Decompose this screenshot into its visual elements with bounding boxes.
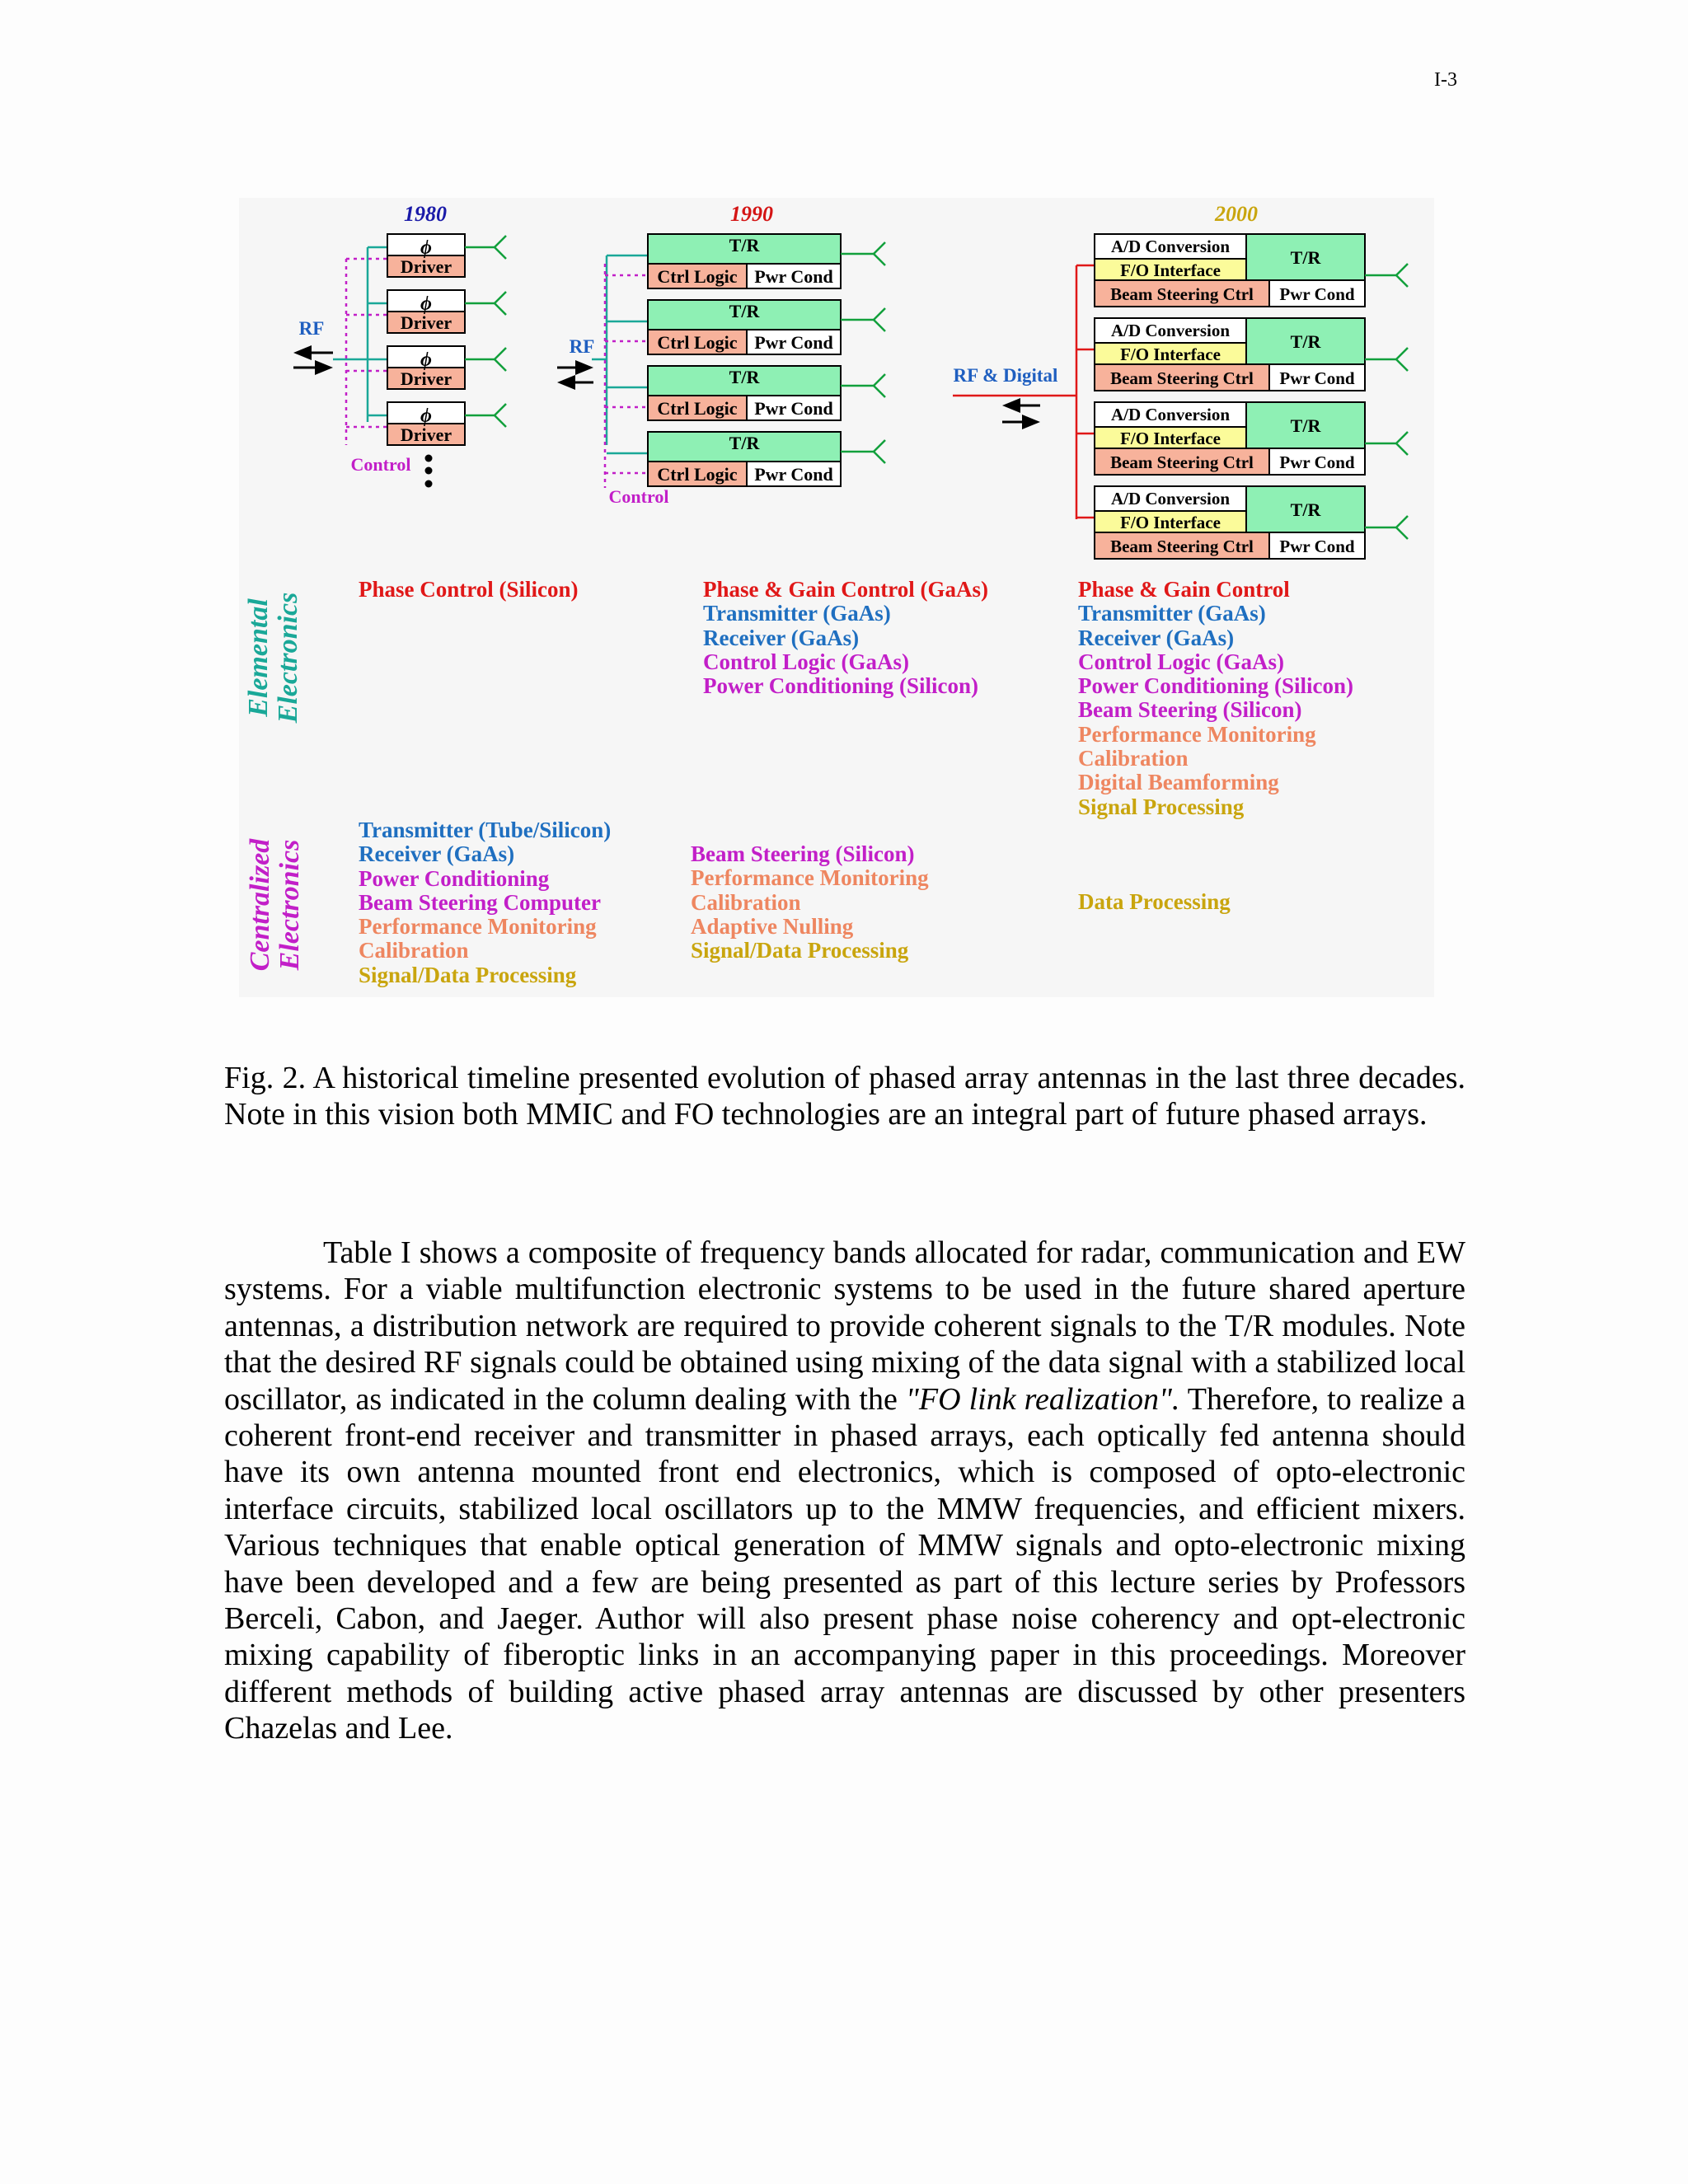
tr-module-label: T/R [1290, 247, 1321, 268]
list-item: Transmitter (GaAs) [703, 601, 891, 626]
elemental-label-line1: Elemental [243, 598, 274, 717]
list-item: Receiver (GaAs) [359, 841, 515, 867]
list-item: Receiver (GaAs) [703, 625, 860, 650]
ad-conversion-label: A/D Conversion [1110, 237, 1231, 256]
list-item: Signal/Data Processing [691, 938, 909, 963]
list-item: Calibration [1078, 746, 1189, 771]
body-paragraph [224, 1235, 1465, 1747]
driver-label: Driver [400, 368, 452, 389]
driver-label: Driver [400, 312, 452, 333]
year-2000: 2000 [1215, 202, 1258, 226]
list-item: Phase & Gain Control [1078, 577, 1290, 602]
elemental-electronics-label [244, 592, 303, 724]
elemental-list-1990 [703, 578, 988, 698]
body-text-italic: "FO link realization". [905, 1381, 1180, 1417]
list-item: Beam Steering Computer [359, 889, 601, 915]
elemental-list-1980 [359, 578, 579, 602]
beam-steering-ctrl-label: Beam Steering Ctrl [1110, 368, 1254, 388]
fo-interface-label: F/O Interface [1120, 344, 1221, 364]
fo-interface-label: F/O Interface [1120, 513, 1221, 532]
driver-label: Driver [400, 424, 452, 445]
list-item: Adaptive Nulling [691, 913, 854, 939]
ctrl-logic-label: Ctrl Logic [657, 332, 738, 353]
list-item: Calibration [691, 889, 801, 915]
list-item: Transmitter (GaAs) [1078, 601, 1266, 626]
pwr-cond-label: Pwr Cond [1279, 537, 1355, 556]
ctrl-logic-label: Ctrl Logic [657, 266, 738, 287]
list-item: Data Processing [1078, 889, 1231, 914]
list-item: Receiver (GaAs) [1078, 625, 1235, 650]
tr-module-label: T/R [729, 235, 760, 255]
ad-conversion-label: A/D Conversion [1110, 405, 1231, 424]
pwr-cond-label: Pwr Cond [754, 398, 833, 419]
list-item: Phase Control (Silicon) [359, 577, 579, 602]
pwr-cond-label: Pwr Cond [1279, 452, 1355, 472]
beam-steering-ctrl-label: Beam Steering Ctrl [1110, 537, 1254, 556]
beam-steering-ctrl-label: Beam Steering Ctrl [1110, 452, 1254, 472]
rf-digital-label: RF & Digital [953, 365, 1058, 386]
control-label-1980: Control [350, 454, 411, 475]
list-item: Beam Steering (Silicon) [691, 841, 915, 866]
list-item: Performance Monitoring [359, 914, 597, 940]
control-label-1990: Control [608, 486, 669, 507]
figure-caption: Fig. 2. A historical timeline presented evolution of phased array antennas in the last three decades. Note in this vision both MMIC and FO technologies are an integral part of future phased arrays. [224, 1061, 1465, 1132]
list-item: Control Logic (GaAs) [703, 649, 909, 674]
list-item: Digital Beamforming [1078, 770, 1279, 795]
list-item: Performance Monitoring [1078, 721, 1316, 747]
year-1980: 1980 [404, 202, 447, 226]
list-item: Power Conditioning [359, 865, 550, 891]
figure-phased-array-timeline [0, 0, 1688, 1005]
pwr-cond-label: Pwr Cond [754, 266, 833, 287]
fo-interface-label: F/O Interface [1120, 260, 1221, 280]
list-item: Signal/Data Processing [359, 962, 577, 987]
centralized-list-2000 [1078, 890, 1231, 914]
list-item: Transmitter (Tube/Silicon) [359, 818, 612, 842]
centralized-label-line1: Centralized [245, 838, 275, 972]
phase-shifter-symbol: ϕ [420, 237, 432, 259]
more-elements-ellipsis [425, 455, 433, 488]
tr-module-label: T/R [729, 433, 760, 453]
list-item: Power Conditioning (Silicon) [703, 673, 979, 699]
centralized-electronics-label [246, 832, 305, 977]
centralized-list-1980 [359, 818, 611, 987]
fo-interface-label: F/O Interface [1120, 429, 1221, 448]
list-item: Control Logic (GaAs) [1078, 649, 1284, 674]
tr-module-label: T/R [1290, 499, 1321, 520]
pwr-cond-label: Pwr Cond [1279, 284, 1355, 304]
list-item: Signal Processing [1078, 794, 1245, 819]
list-item: Calibration [359, 938, 469, 963]
elemental-label-line2: Electronics [273, 592, 303, 724]
rf-label-1980: RF [298, 318, 325, 339]
page-number: I-3 [1434, 69, 1457, 91]
pwr-cond-label: Pwr Cond [1279, 368, 1355, 388]
phase-shifter-symbol: ϕ [420, 405, 432, 427]
tr-module-label: T/R [1290, 331, 1321, 352]
ad-conversion-label: A/D Conversion [1110, 489, 1231, 509]
list-item: Power Conditioning (Silicon) [1078, 673, 1354, 699]
phase-shifter-symbol: ϕ [420, 349, 432, 371]
ctrl-logic-label: Ctrl Logic [657, 464, 738, 485]
tr-module-label: T/R [729, 367, 760, 387]
ad-conversion-label: A/D Conversion [1110, 321, 1231, 340]
rf-label-1990: RF [569, 336, 595, 357]
list-item: Phase & Gain Control (GaAs) [703, 577, 989, 602]
list-item: Beam Steering (Silicon) [1078, 697, 1302, 723]
centralized-label-line2: Electronics [274, 839, 305, 971]
centralized-list-1990 [691, 842, 929, 963]
body-text-part2: Therefore, to realize a coherent front-end receiver and transmitter in phased arrays, each optically fed antenna should have its own antenna mounted front end electronics, which is composed of opto-electronic interface circuits, stabilized local oscillators up to the MMW frequencies, and efficient mixers. Various techniques that enable optical generation of MMW signals and opto-electronic mixing have been developed and a few are being presented as part of this lecture series by Professors Berceli, Cabon, and Jaeger. Author will also present phase noise coherency and opt-electronic mixing capability of fiberoptic links in an accompanying paper in this proceedings. Moreover different methods of building active phased array antennas are discussed by other presenters Chazelas and Lee. [224, 1381, 1466, 1746]
pwr-cond-label: Pwr Cond [754, 464, 833, 485]
year-1990: 1990 [730, 202, 773, 226]
tr-module-label: T/R [729, 301, 760, 321]
body-text-part1: Table I shows a composite of frequency bands allocated for radar, communication and EW systems. For a viable multifunction electronic systems to be used in the future shared aperture antennas, a distribution network are required to provide coherent signals to the T/R modules. Note that the desired RF signals could be obtained using mixing of the data signal with a stabilized local oscillator, as indicated in the column dealing with the [224, 1235, 1465, 1417]
elemental-list-2000 [1078, 578, 1353, 819]
tr-module-label: T/R [1290, 415, 1321, 436]
phase-shifter-symbol: ϕ [420, 293, 432, 315]
pwr-cond-label: Pwr Cond [754, 332, 833, 353]
beam-steering-ctrl-label: Beam Steering Ctrl [1110, 284, 1254, 304]
list-item: Performance Monitoring [691, 865, 929, 891]
driver-label: Driver [400, 256, 452, 277]
ctrl-logic-label: Ctrl Logic [657, 398, 738, 419]
